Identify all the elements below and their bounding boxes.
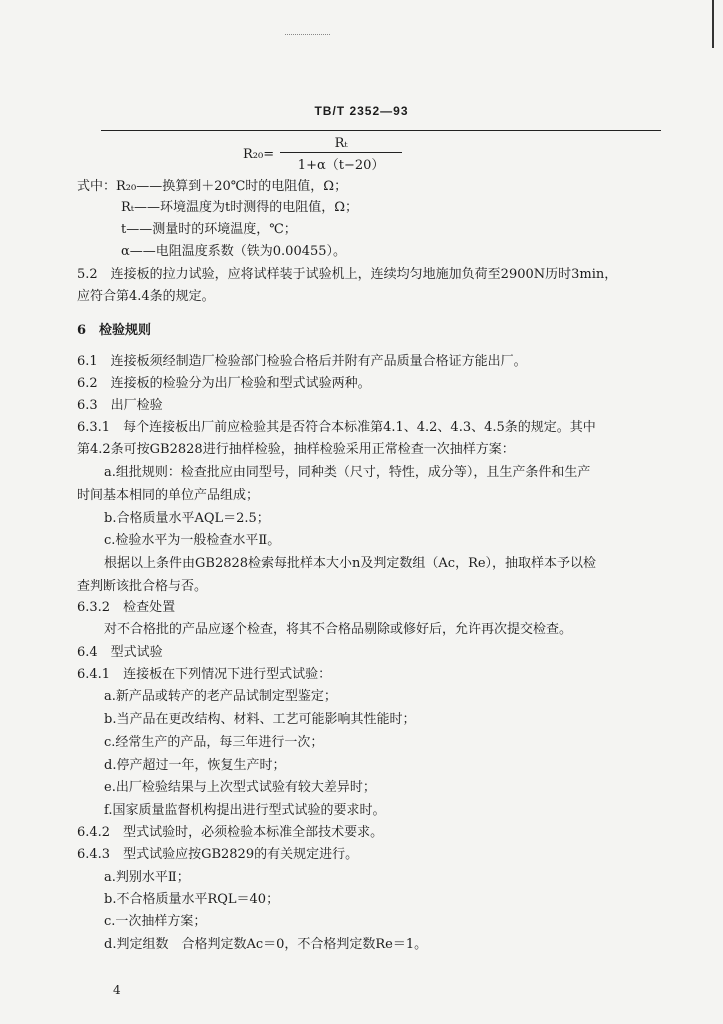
text-line: 对不合格批的产品应逐个检查，将其不合格品剔除或修好后，允许再次提交检查。 [104, 622, 573, 637]
text-line: d.停产超过一年，恢复生产时； [104, 758, 286, 773]
text-line: 第4.2条可按GB2828进行抽样检验，抽样检验采用正常检查一次抽样方案： [77, 442, 515, 457]
section-heading: 6 检验规则 [77, 323, 152, 338]
text-line: a.判别水平Ⅱ； [104, 870, 190, 885]
text-line: 6.4.3 型式试验应按GB2829的有关规定进行。 [77, 847, 359, 862]
text-line: 6.3 出厂检验 [77, 398, 163, 413]
text-line: c.检验水平为一般检查水平Ⅱ。 [104, 533, 281, 548]
text-line: 6.4 型式试验 [77, 645, 163, 660]
scan-dots-mark [285, 34, 330, 35]
text-line: 6.1 连接板须经制造厂检验部门检验合格后并附有产品质量合格证方能出厂。 [77, 354, 527, 369]
formula-denominator: 1+α（t−20） [297, 158, 385, 173]
header-rule [101, 130, 661, 131]
formula-numerator: Rₜ [280, 136, 402, 153]
text-line: e.出厂检验结果与上次型式试验有较大差异时； [104, 780, 376, 795]
text-line: α——电阻温度系数（铁为0.00455）。 [121, 244, 347, 259]
text-line: 时间基本相同的单位产品组成； [77, 488, 260, 503]
text-line: 6.3.1 每个连接板出厂前应检验其是否符合本标准第4.1、4.2、4.3、4.5条的规定。其中 [77, 420, 596, 435]
standard-header: TB/T 2352—93 [314, 104, 409, 118]
formula-fraction [280, 136, 402, 173]
text-line: 查判断该批合格与否。 [77, 579, 208, 594]
text-line: f.国家质量监督机构提出进行型式试验的要求时。 [104, 803, 386, 818]
text-line: c.经常生产的产品，每三年进行一次； [104, 735, 324, 750]
formula-lhs: R₂₀= [243, 147, 275, 162]
page-number: 4 [113, 983, 121, 997]
text-line: c.一次抽样方案； [104, 914, 207, 929]
text-line: 6.2 连接板的检验分为出厂检验和型式试验两种。 [77, 376, 371, 391]
text-line: t——测量时的环境温度，℃； [121, 222, 297, 237]
scan-edge-mark [712, 0, 714, 48]
text-line: 6.4.2 型式试验时，必须检验本标准全部技术要求。 [77, 825, 384, 840]
text-line: 6.4.1 连接板在下列情况下进行型式试验： [77, 667, 332, 682]
text-line: b.当产品在更改结构、材料、工艺可能影响其性能时； [104, 712, 416, 727]
text-line: 根据以上条件由GB2828检索每批样本大小n及判定数组（Ac，Re），抽取样本予以检 [104, 556, 597, 571]
text-line: b.不合格质量水平RQL＝40； [104, 892, 280, 907]
resistance-formula [243, 136, 402, 173]
text-line: 式中：R₂₀——换算到＋20℃时的电阻值，Ω； [77, 179, 348, 194]
text-line: b.合格质量水平AQL＝2.5； [104, 511, 270, 526]
text-line: 应符合第4.4条的规定。 [77, 289, 215, 304]
text-line: 6.3.2 检查处置 [77, 600, 176, 615]
text-line: Rₜ——环境温度为t时测得的电阻值，Ω； [121, 200, 358, 215]
text-line: d.判定组数 合格判定数Ac＝0，不合格判定数Re＝1。 [104, 937, 428, 952]
text-line: a.新产品或转产的老产品试制定型鉴定； [104, 689, 337, 704]
text-line: a.组批规则：检查批应由同型号，同种类（尺寸，特性，成分等），且生产条件和生产 [104, 465, 591, 480]
text-line: 5.2 连接板的拉力试验，应将试样装于试验机上，连续均匀地施加负荷至2900N历时3min， [77, 267, 618, 282]
